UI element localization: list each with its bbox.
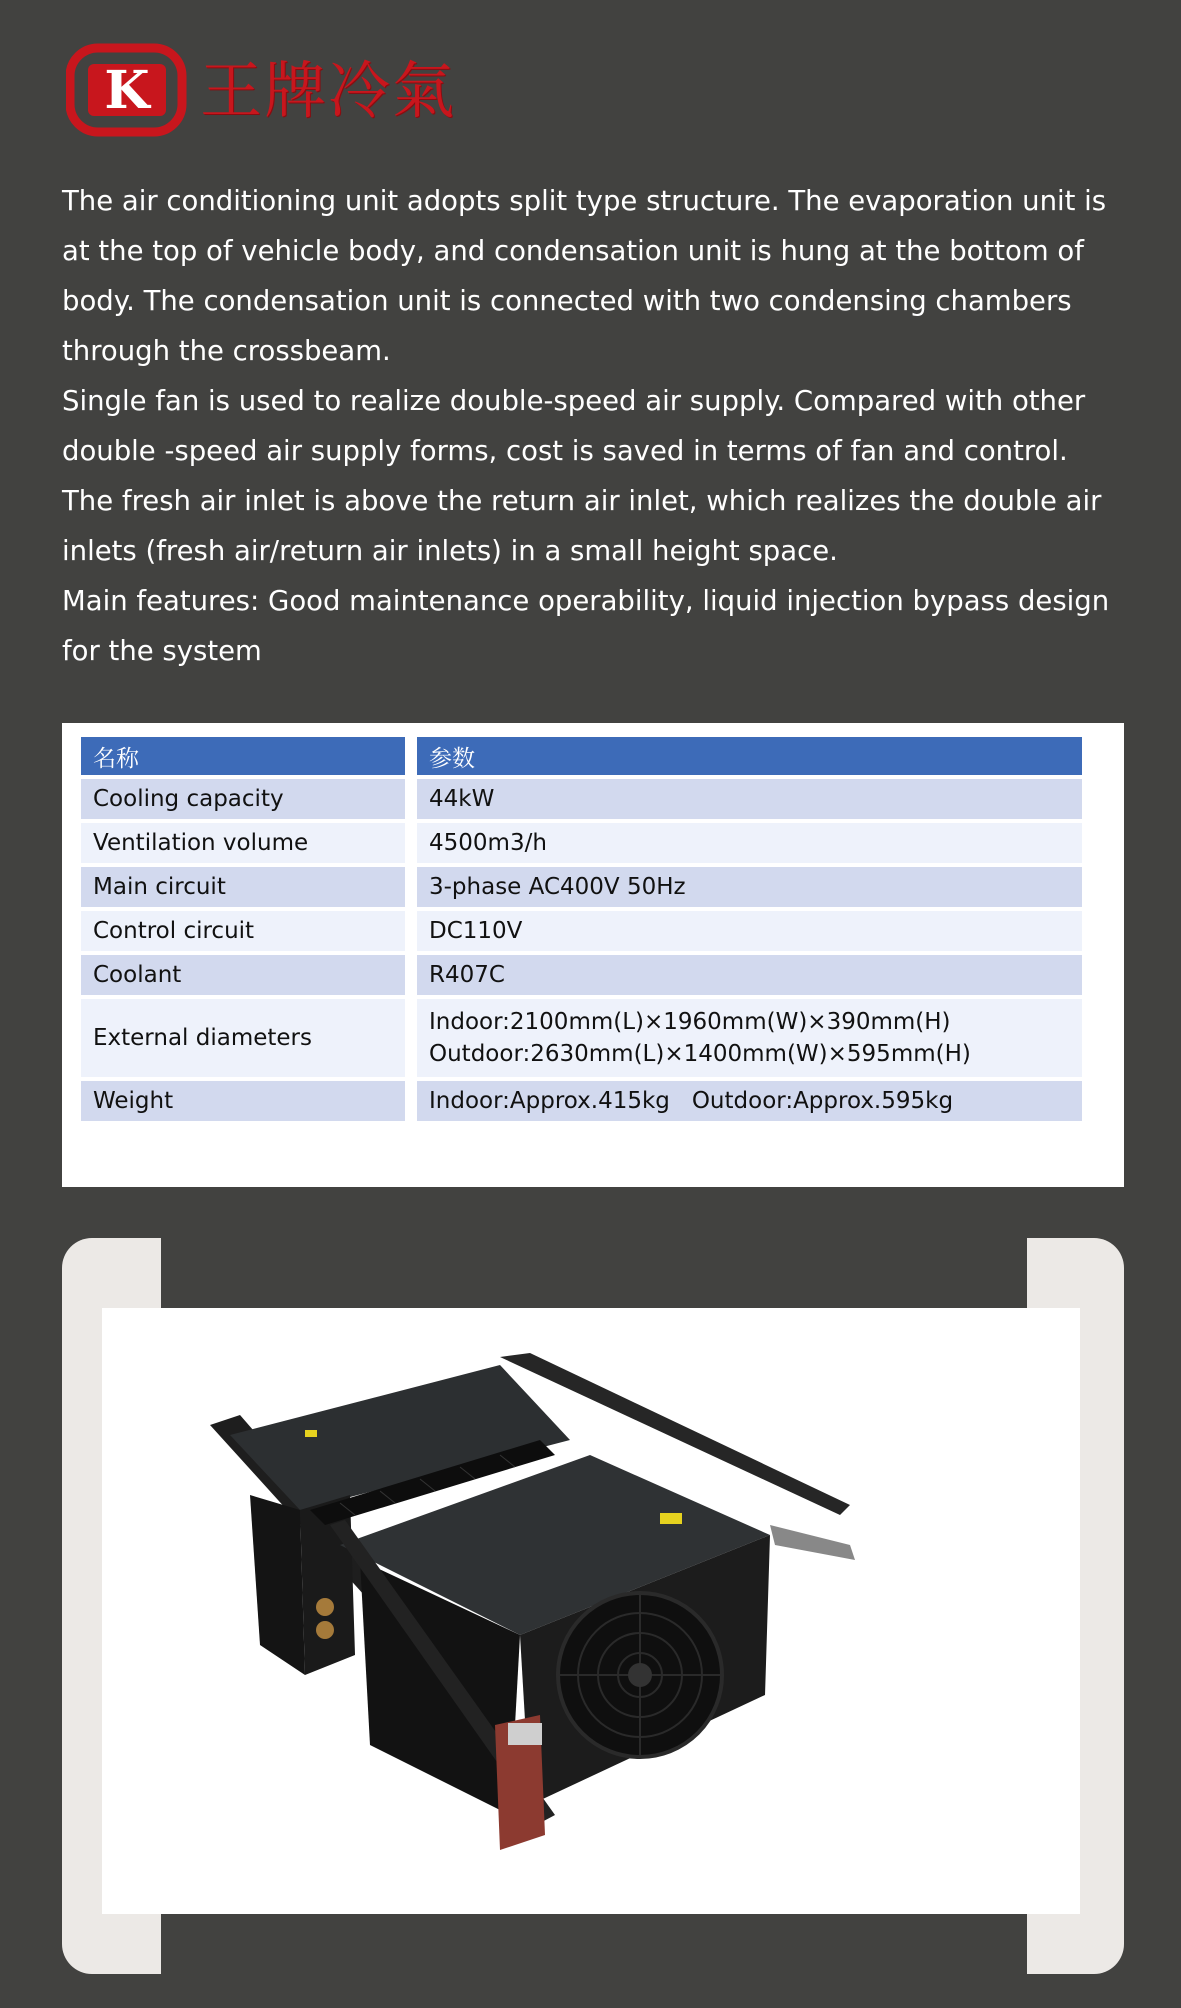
table-row	[81, 779, 1082, 819]
row-value: R407C	[417, 955, 1082, 995]
table-row	[81, 999, 1082, 1077]
brand-name: 王牌冷氣	[200, 54, 457, 127]
row-name: Control circuit	[81, 911, 405, 951]
row-name: Coolant	[81, 955, 405, 995]
row-value: 3-phase AC400V 50Hz	[417, 867, 1082, 907]
row-value: Indoor:Approx.415kg Outdoor:Approx.595kg	[417, 1081, 1082, 1121]
air-conditioning-unit-photo	[210, 1345, 1050, 1875]
intro-paragraph: The fresh air inlet is above the return air inlet, which realizes the double air inlets (fresh air/return air inlets) in a small height space.	[62, 485, 1102, 567]
header-value: 参数	[417, 737, 1082, 775]
row-name: Ventilation volume	[81, 823, 405, 863]
svg-text:K: K	[104, 60, 150, 121]
intro-paragraph: Main features: Good maintenance operability, liquid injection bypass design for the system	[62, 585, 1110, 667]
intro-paragraph: Single fan is used to realize double-speed air supply. Compared with other double -speed air supply forms, cost is saved in terms of fan and control.	[62, 385, 1086, 467]
table-row	[81, 911, 1082, 951]
frame-notch	[161, 1914, 1027, 1974]
row-name: Cooling capacity	[81, 779, 405, 819]
intro-paragraph: The air conditioning unit adopts split type structure. The evaporation unit is at the top of vehicle body, and condensation unit is hung at the bottom of body. The condensation unit is connected with two condensing chambers through the crossbeam.	[62, 185, 1107, 367]
table-row	[81, 823, 1082, 863]
row-name: Main circuit	[81, 867, 405, 907]
k-badge-icon	[66, 42, 194, 138]
brand-logo	[66, 42, 457, 142]
table-row	[81, 1081, 1082, 1121]
table-row	[81, 955, 1082, 995]
row-value-line: Indoor:2100mm(L)×1960mm(W)×390mm(H)	[429, 1009, 951, 1035]
row-value: DC110V	[417, 911, 1082, 951]
frame-notch	[161, 1238, 1027, 1308]
spec-table	[69, 733, 1094, 1125]
row-name: Weight	[81, 1081, 405, 1121]
row-value	[417, 999, 1082, 1077]
intro-text	[62, 176, 1120, 676]
row-name: External diameters	[81, 999, 405, 1077]
row-value-line: Outdoor:2630mm(L)×1400mm(W)×595mm(H)	[429, 1041, 971, 1067]
header-name: 名称	[81, 737, 405, 775]
row-value: 4500m3/h	[417, 823, 1082, 863]
spec-card	[62, 723, 1124, 1187]
table-row	[81, 867, 1082, 907]
table-header-row	[81, 737, 1082, 775]
row-value: 44kW	[417, 779, 1082, 819]
